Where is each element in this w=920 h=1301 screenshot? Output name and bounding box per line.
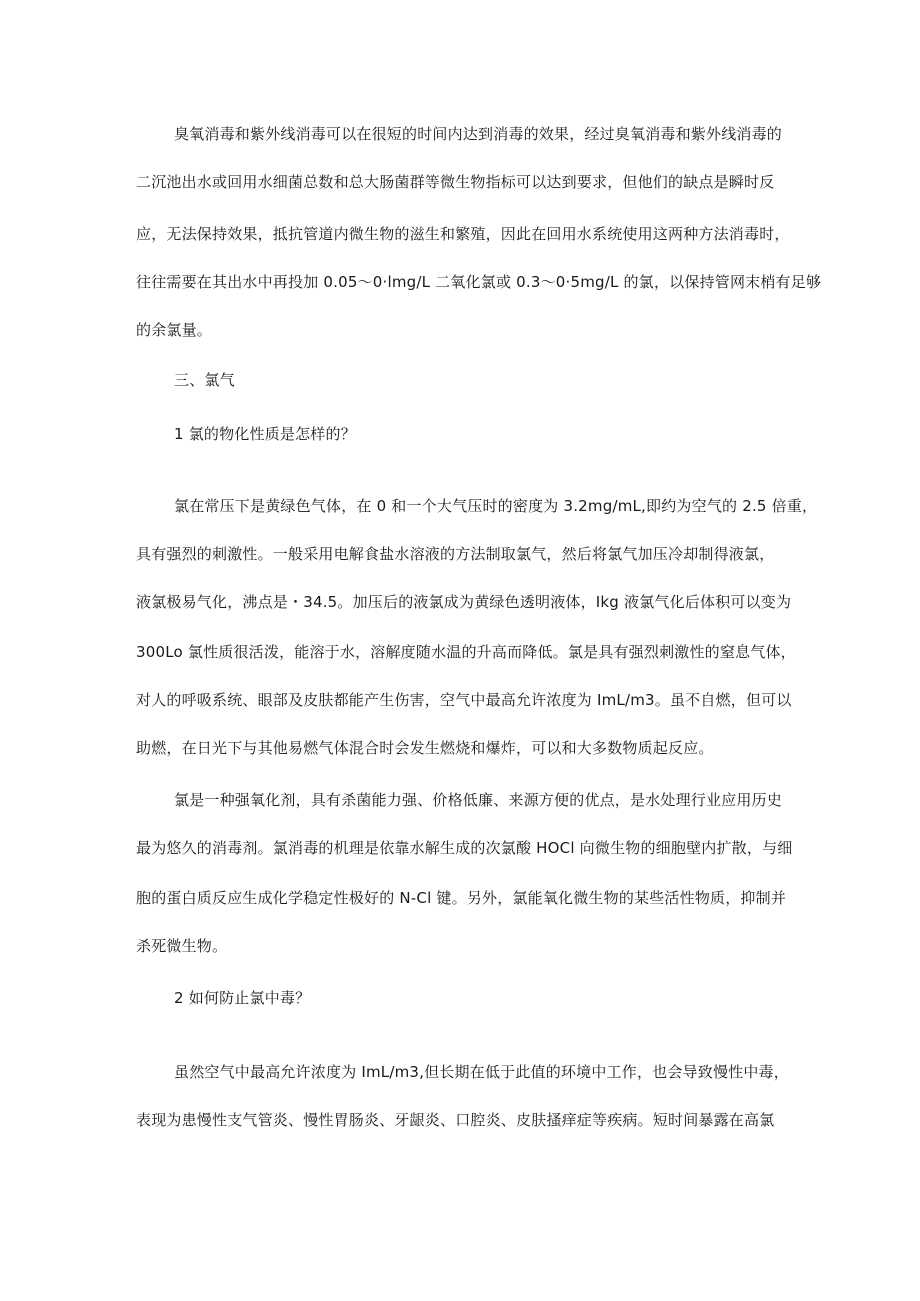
paragraph-2-line: 对人的呼吸系统、眼部及皮肤都能产生伤害，空气中最高允许浓度为 ImL/m3。虽不自燃，但可以 bbox=[136, 691, 792, 709]
paragraph-3-line: 氯是一种强氧化剂，具有杀菌能力强、价格低廉、来源方便的优点，是水处理行业应用历史 bbox=[174, 791, 783, 809]
paragraph-4-line: 虽然空气中最高允许浓度为 ImL/m3,但长期在低于此值的环境中工作，也会导致慢性中毒， bbox=[174, 1063, 789, 1081]
question-heading-1: 1 氯的物化性质是怎样的？ bbox=[174, 425, 356, 443]
paragraph-2-line: 300Lo 氯性质很活泼，能溶于水，溶解度随水温的升高而降低。氯是具有强烈刺激性的窒息气体， bbox=[136, 643, 796, 661]
paragraph-1-line: 往往需要在其出水中再投加 0.05～0·lmg/L 二氧化氯或 0.3～0·5mg/L 的氯，以保持管网末梢有足够 bbox=[136, 273, 822, 291]
section-heading: 三、氯气 bbox=[174, 371, 235, 389]
paragraph-1-line: 应，无法保持效果，抵抗管道内微生物的滋生和繁殖，因此在回用水系统使用这两种方法消毒时， bbox=[136, 225, 790, 243]
paragraph-4-line: 表现为患慢性支气管炎、慢性胃肠炎、牙龈炎、口腔炎、皮肤搔痒症等疾病。短时间暴露在高氯 bbox=[136, 1111, 775, 1129]
paragraph-1-line: 二沉池出水或回用水细菌总数和总大肠菌群等微生物指标可以达到要求，但他们的缺点是瞬时反 bbox=[136, 173, 775, 191]
paragraph-1-line: 臭氧消毒和紫外线消毒可以在很短的时间内达到消毒的效果，经过臭氧消毒和紫外线消毒的 bbox=[174, 125, 783, 143]
paragraph-3-line: 杀死微生物。 bbox=[136, 937, 228, 955]
paragraph-2-line: 具有强烈的刺激性。一般采用电解食盐水溶液的方法制取氯气，然后将氯气加压冷却制得液氯， bbox=[136, 545, 775, 563]
paragraph-2-line: 液氯极易气化，沸点是・34.5。加压后的液氯成为黄绿色透明液体，Ikg 液氯气化后体积可以变为 bbox=[136, 593, 792, 611]
paragraph-1-line: 的余氯量。 bbox=[136, 321, 213, 339]
paragraph-2-line: 氯在常压下是黄绿色气体，在 0 和一个大气压时的密度为 3.2mg/mL,即约为空气的 2.5 倍重， bbox=[174, 497, 818, 515]
paragraph-3-line: 胞的蛋白质反应生成化学稳定性极好的 N-Cl 键。另外，氯能氧化微生物的某些活性物质，抑制并 bbox=[136, 889, 787, 907]
question-heading-2: 2 如何防止氯中毒？ bbox=[174, 989, 311, 1007]
paragraph-3-line: 最为悠久的消毒剂。氯消毒的机理是依靠水解生成的次氯酸 HOCl 向微生物的细胞壁内扩散，与细 bbox=[136, 839, 793, 857]
paragraph-2-line: 助燃，在日光下与其他易燃气体混合时会发生燃烧和爆炸，可以和大多数物质起反应。 bbox=[136, 739, 714, 757]
